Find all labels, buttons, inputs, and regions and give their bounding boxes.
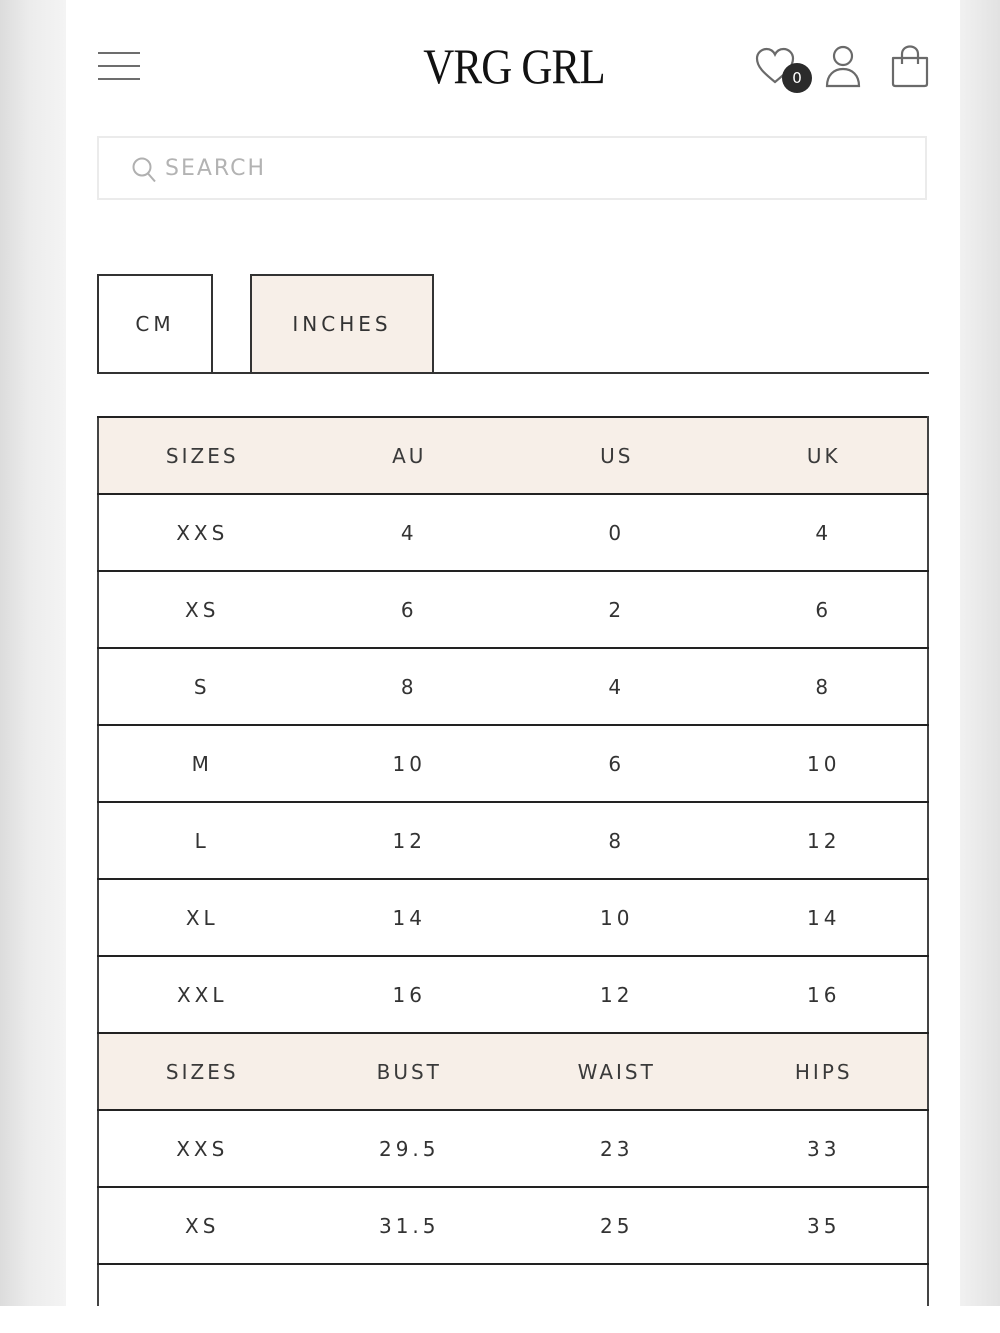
- au-cell: 16: [306, 956, 514, 1033]
- au-cell: 10: [306, 725, 514, 802]
- size-cell: XS: [98, 1187, 306, 1264]
- header-cell: SIZES: [98, 1033, 306, 1110]
- size-cell: XXS: [98, 494, 306, 571]
- tab-cm[interactable]: CM: [97, 274, 213, 374]
- cell: [306, 1264, 514, 1306]
- table-header-row: [98, 1033, 928, 1110]
- search-icon: [131, 156, 157, 184]
- us-cell: 4: [513, 648, 721, 725]
- table-row: [98, 571, 928, 648]
- header-cell: HIPS: [721, 1033, 929, 1110]
- au-cell: 12: [306, 802, 514, 879]
- header-cell: UK: [721, 417, 929, 494]
- search-input[interactable]: [97, 136, 927, 200]
- au-cell: 4: [306, 494, 514, 571]
- size-cell: S: [98, 648, 306, 725]
- cell: [98, 1264, 306, 1306]
- account-user-icon[interactable]: [824, 44, 862, 88]
- header-cell: BUST: [306, 1033, 514, 1110]
- us-cell: 10: [513, 879, 721, 956]
- table-row: [98, 802, 928, 879]
- mobile-page: [66, 0, 960, 1306]
- header-cell: SIZES: [98, 417, 306, 494]
- au-cell: 8: [306, 648, 514, 725]
- size-cell: M: [98, 725, 306, 802]
- size-cell: XXL: [98, 956, 306, 1033]
- table-row: [98, 1187, 928, 1264]
- table-row: [98, 648, 928, 725]
- table-row: [98, 879, 928, 956]
- cell: [721, 1264, 929, 1306]
- bust-cell: 29.5: [306, 1110, 514, 1187]
- bottom-strip: [0, 1306, 1000, 1333]
- table-header-row: [98, 417, 928, 494]
- size-cell: XS: [98, 571, 306, 648]
- uk-cell: 16: [721, 956, 929, 1033]
- header-cell: US: [513, 417, 721, 494]
- uk-cell: 12: [721, 802, 929, 879]
- au-cell: 6: [306, 571, 514, 648]
- table-row: [98, 1110, 928, 1187]
- uk-cell: 8: [721, 648, 929, 725]
- table-row: [98, 725, 928, 802]
- uk-cell: 10: [721, 725, 929, 802]
- tab-inches[interactable]: INCHES: [250, 274, 434, 374]
- bust-cell: 31.5: [306, 1187, 514, 1264]
- size-cell: L: [98, 802, 306, 879]
- tab-underline: [97, 372, 929, 374]
- header-cell: WAIST: [513, 1033, 721, 1110]
- brand-logo[interactable]: VRG GRL: [423, 38, 605, 94]
- table-row: [98, 956, 928, 1033]
- us-cell: 12: [513, 956, 721, 1033]
- wishlist-count-badge: 0: [782, 63, 812, 93]
- us-cell: 6: [513, 725, 721, 802]
- au-cell: 14: [306, 879, 514, 956]
- size-chart-table: [97, 416, 929, 1306]
- uk-cell: 14: [721, 879, 929, 956]
- waist-cell: 23: [513, 1110, 721, 1187]
- us-cell: 8: [513, 802, 721, 879]
- us-cell: 0: [513, 494, 721, 571]
- waist-cell: 25: [513, 1187, 721, 1264]
- table-row: [98, 494, 928, 571]
- size-cell: XXS: [98, 1110, 306, 1187]
- us-cell: 2: [513, 571, 721, 648]
- hips-cell: 33: [721, 1110, 929, 1187]
- cell: [513, 1264, 721, 1306]
- hips-cell: 35: [721, 1187, 929, 1264]
- table-row-partial: [98, 1264, 928, 1306]
- header-cell: AU: [306, 417, 514, 494]
- uk-cell: 6: [721, 571, 929, 648]
- hamburger-menu-icon[interactable]: [98, 52, 140, 80]
- shopping-bag-icon[interactable]: [890, 44, 930, 88]
- uk-cell: 4: [721, 494, 929, 571]
- size-cell: XL: [98, 879, 306, 956]
- search-placeholder: SEARCH: [165, 156, 267, 181]
